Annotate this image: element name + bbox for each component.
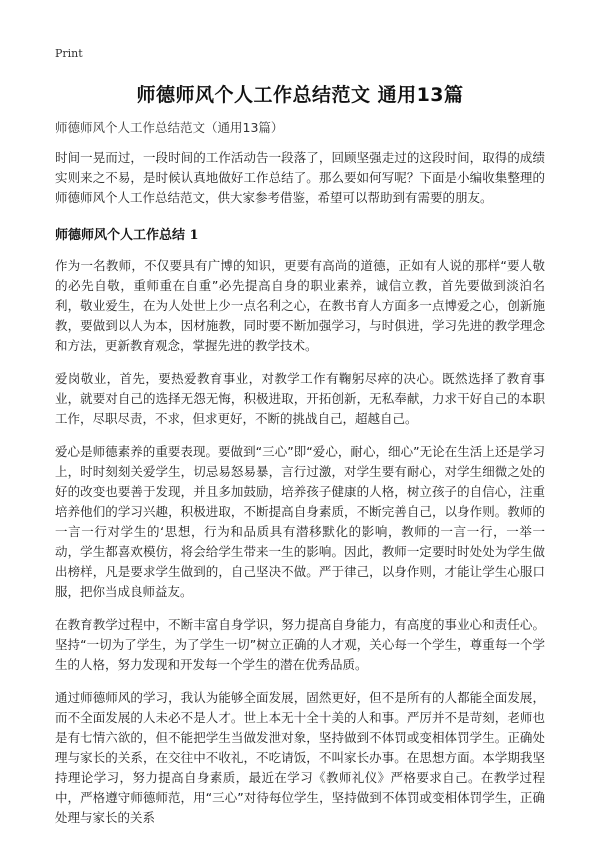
body-paragraph: 作为一名教师，不仅要具有广博的知识，更要有高尚的道德，正如有人说的那样“要人敬的必先自敬，重师重在自重”必先提高自身的职业素养，诚信立教，首先要做到淡泊名利，敬业爱生，在为人处世上少一点名利之心，在教书育人方面多一点博爱之心，创新施教，要做到以人为本，因材施教，同时要不断加强学习，与时俱进，学习先进的教学理念和方法，更新教育观念，掌握先进的教学技术。: [55, 258, 545, 353]
section-heading: 师德师风个人工作总结 1: [55, 228, 199, 243]
body-paragraph: 爱岗敬业，首先，要热爱教育事业，对教学工作有鞠躬尽瘁的决心。既然选择了教育事业，就要对自己的选择无怨无悔，积极进取，开拓创新，无私奉献，力求干好自己的本职工作，尽职尽责，不求，但求更好，不断的挑战自己，超越自己。: [55, 371, 545, 426]
print-link[interactable]: Print: [55, 47, 83, 60]
document-subtitle: 师德师风个人工作总结范文（通用13篇）: [55, 120, 284, 135]
intro-paragraph: 时间一晃而过，一段时间的工作活动告一段落了，回顾坚强走过的这段时间，取得的成绩实则来之不易，是时候认真地做好工作总结了。那么要如何写呢？下面是小编收集整理的师德师风个人工作总结范文，供大家参考借鉴，希望可以帮助到有需要的朋友。: [55, 150, 545, 205]
page-title: 师德师风个人工作总结范文 通用13篇: [136, 84, 464, 106]
body-paragraph: 爱心是师德素养的重要表现。要做到“三心”即“爱心，耐心，细心”无论在生活上还是学习上，时时刻刻关爱学生，切忌易怒易暴，言行过激，对学生要有耐心，对学生细微之处的好的改变也要善于发现，并且多加鼓励，培养孩子健康的人格，树立孩子的自信心，注重培养他们的学习兴趣，积极进取，不断提高自身素质，不断完善自己，以身作则。教师的一言一行对学生的‘思想，行为和品质具有潜移默化的影响，教师的一言一行，一举一动，学生都喜欢模仿，将会给学生带来一生的影响。因此，教师一定要时时处处为学生做出榜样，凡是要求学生做到的，自己坚决不做。严于律己，以身作则，才能让学生心服口服，把你当成良师益友。: [55, 444, 545, 599]
body-paragraph: 通过师德师风的学习，我认为能够全面发展，固然更好，但不是所有的人都能全面发展，而不全面发展的人未必不是人才。世上本无十全十美的人和事。严厉并不是苛刻，老师也是有七情六欲的，但不能把学生当做发泄对象，坚持做到不体罚或变相体罚学生。正确处理与家长的关系，在交往中不收礼，不吃请饭，不叫家长办事。在思想方面。本学期我坚持理论学习，努力提高自身素质，最近在学习《教师礼仪》严格要求自己。在教学过程中，严格遵守师德师范，用“三心”对待每位学生，坚持做到不体罚或变相体罚学生，正确处理与家长的关系: [55, 690, 545, 825]
body-paragraph: 在教育教学过程中，不断丰富自身学识，努力提高自身能力，有高度的事业心和责任心。坚持“一切为了学生，为了学生一切”树立正确的人才观，关心每一个学生，尊重每一个学生的人格，努力发现和开发每一个学生的潜在优秀品质。: [55, 617, 545, 672]
document-body: [55, 118, 545, 841]
